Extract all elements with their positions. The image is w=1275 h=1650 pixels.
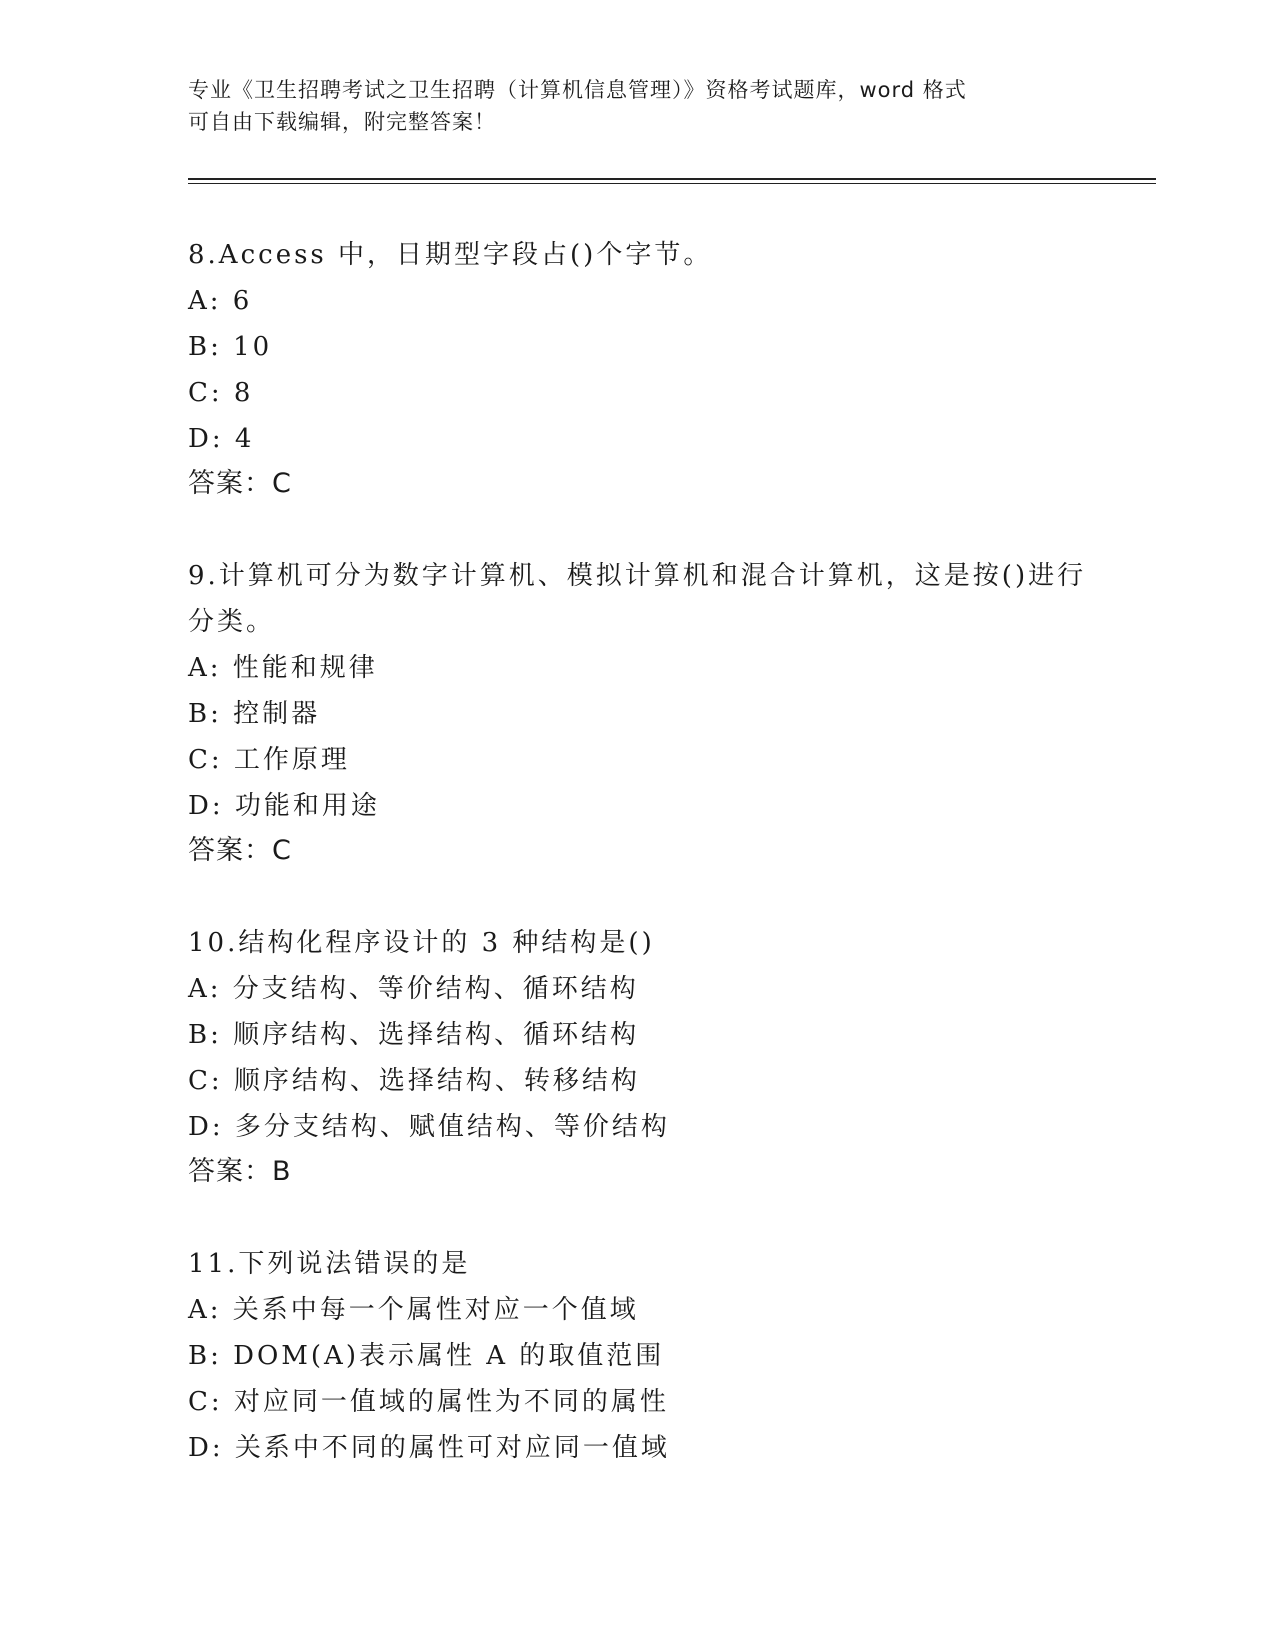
option-b: B: 顺序结构、选择结构、循环结构 <box>188 1020 640 1050</box>
header-line-2: 可自由下载编辑，附完整答案！ <box>188 110 496 134</box>
option-a: A: 关系中每一个属性对应一个值域 <box>188 1295 639 1325</box>
question-9 <box>188 553 1108 873</box>
header-line-1: 专业《卫生招聘考试之卫生招聘（计算机信息管理）》资格考试题库，word 格式 <box>188 78 967 102</box>
answer: 答案：C <box>188 835 292 866</box>
option-d: D: 功能和用途 <box>188 791 380 821</box>
answer: 答案：C <box>188 468 292 499</box>
document-header <box>188 74 1088 138</box>
question-list <box>188 232 1108 1518</box>
option-b: B: DOM(A)表示属性 A 的取值范围 <box>188 1341 665 1371</box>
option-b: B: 10 <box>188 332 273 362</box>
option-d: D: 关系中不同的属性可对应同一值域 <box>188 1433 670 1463</box>
option-c: C: 8 <box>188 378 254 408</box>
question-stem: 11.下列说法错误的是 <box>188 1249 471 1279</box>
option-d: D: 4 <box>188 424 255 454</box>
option-c: C: 顺序结构、选择结构、转移结构 <box>188 1066 640 1096</box>
question-stem: 8.Access 中，日期型字段占()个字节。 <box>188 240 713 270</box>
option-a: A: 6 <box>188 286 253 316</box>
question-stem: 10.结构化程序设计的 3 种结构是() <box>188 928 655 958</box>
header-divider-thin <box>188 183 1156 184</box>
option-d: D: 多分支结构、赋值结构、等价结构 <box>188 1112 670 1142</box>
option-b: B: 控制器 <box>188 699 321 729</box>
option-a: A: 性能和规律 <box>188 653 378 683</box>
question-stem: 9.计算机可分为数字计算机、模拟计算机和混合计算机，这是按()进行分类。 <box>188 561 1087 637</box>
option-a: A: 分支结构、等价结构、循环结构 <box>188 974 639 1004</box>
question-8 <box>188 232 1108 506</box>
question-11 <box>188 1241 1108 1471</box>
answer: 答案：B <box>188 1156 292 1187</box>
option-c: C: 工作原理 <box>188 745 350 775</box>
option-c: C: 对应同一值域的属性为不同的属性 <box>188 1387 669 1417</box>
header-divider-thick <box>188 178 1156 180</box>
question-10 <box>188 920 1108 1194</box>
